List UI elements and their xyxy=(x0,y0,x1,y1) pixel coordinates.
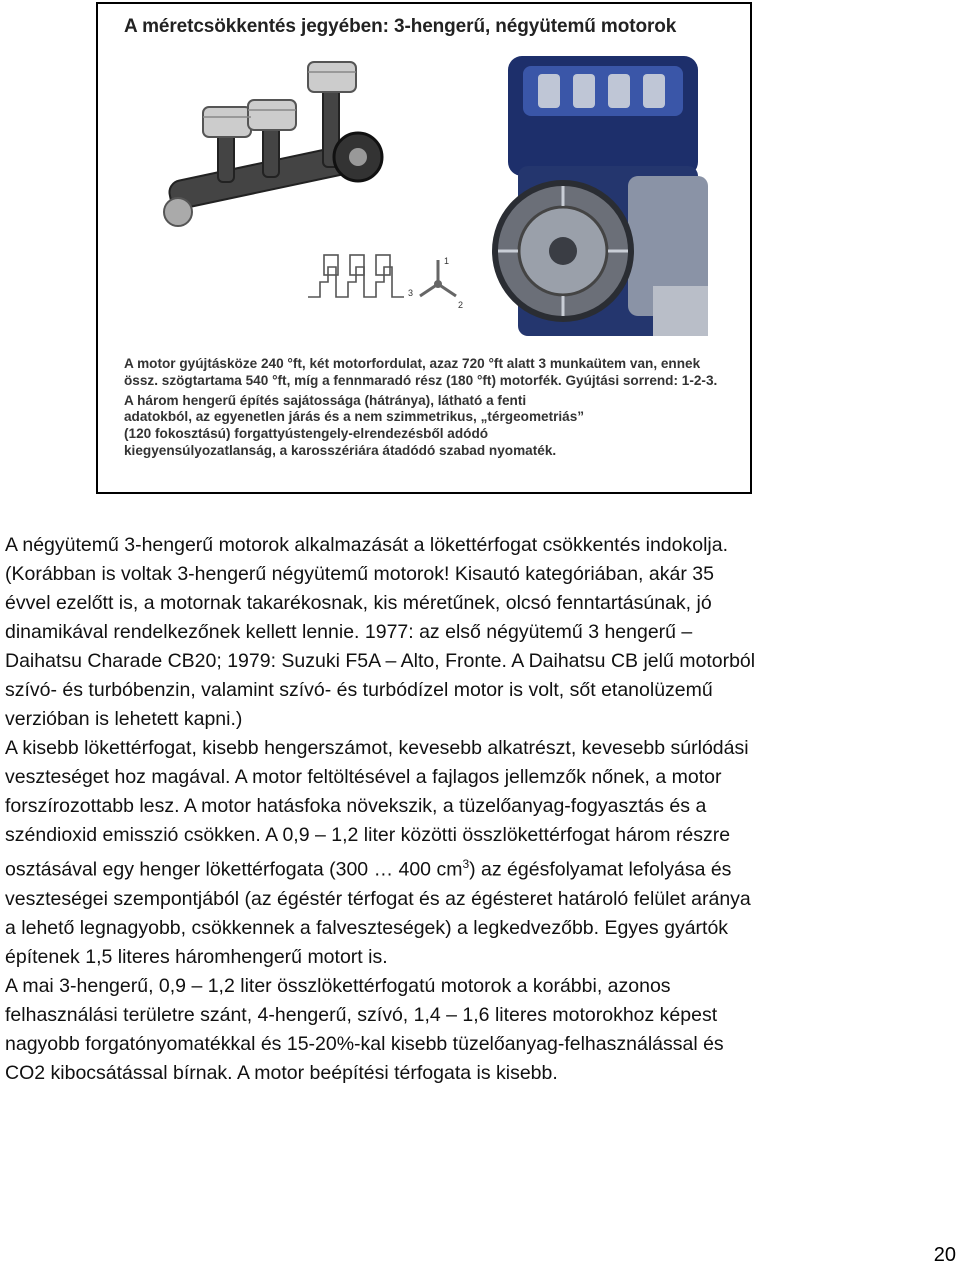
paragraph-1: A négyütemű 3-hengerű motorok alkalmazását a lökettérfogat csökkentés indokolja. (Korábban is voltak 3-hengerű négyütemű motorok! Kisautó kategóriában, akár 35 évvel ezelőtt is, a motornak takarékosnak, kis méretűnek, olcsó fenntartásúnak, jó dinamikával rendelkezőnek kellett lennie. 1977: az első négyütemű 3 hengerű – Daihatsu Charade CB20; 1979: Suzuki F5A – Alto, Fronte. A Daihatsu CB jelű motorból szívó- és turbóbenzin, valamint szívó- és turbódízel motor is volt, sőt etanolüzemű verzióban is lehetett kapni.) xyxy=(5,534,756,730)
crank-label-1: 1 xyxy=(444,256,450,266)
crank-label-3: 3 xyxy=(408,288,414,298)
paragraph-3: A mai 3-hengerű, 0,9 – 1,2 liter összlökettérfogatú motorok a korábbi, azonos felhasználási területre szánt, 4-hengerű, szívó, 1,4 – 1,6 literes motorokhoz képest nagyobb forgatónyomatékkal és 15-20%-kal kisebb tüzelőanyag-felhasználással és CO2 kibocsátással bírnak. A motor beépítési térfogata is kisebb. xyxy=(5,974,724,1084)
body-text xyxy=(5,531,955,1088)
figure-slide xyxy=(96,2,752,494)
crankshaft-illustration xyxy=(148,52,388,252)
page-number: 20 xyxy=(933,1244,956,1266)
superscript-3: 3 xyxy=(462,857,470,871)
paragraph-2: A kisebb lökettérfogat, kisebb hengerszámot, kevesebb alkatrészt, kevesebb súrlódási veszteséget hoz magával. A motor feltöltésével a fajlagos jellemzők nőnek, a motor forszírozottabb lesz. A motor hatásfoka növekszik, a tüzelőanyag-fogyasztás és a széndioxid emisszió csökken. A 0,9 – 1,2 liter közötti összlökettérfogat három részre osztásával egy henger lökettérfogata (300 … 400 $cm^3$) az égésfolyamat lefolyása és veszteségei szempontjából (az égéstér térfogat és az égésteret határoló felület aránya a lehető legnagyobb, csökkennek a falveszteségek) a legkedvezőbb. Egyes gyártók építenek 1,5 literes háromhengerű motort is. xyxy=(5,734,955,972)
crank-label-2: 2 xyxy=(458,300,464,310)
figure-caption xyxy=(124,356,734,463)
caption-imbalance: A három hengerű építés sajátossága (hátránya), látható a fenti adatokból, az egyenetlen járás és a nem szimmetrikus, „térgeometriás” (120 fokosztású) forgattyústengely-elrendezésből adódó kiegyensúlyozatlanság, a karosszériára átadódó szabad nyomaték. xyxy=(124,392,585,458)
figure-title: A méretcsökkentés jegyében: 3-hengerű, négyütemű motorok xyxy=(124,16,677,37)
crank-star-diagram xyxy=(404,252,474,314)
crank-schematic xyxy=(306,252,406,314)
caption-firing-order: A motor gyújtásköze 240 °ft, két motorfordulat, azaz 720 °ft alatt 3 munkaütem van, ennek össz. szögtartama 540 °ft, míg a fennmaradó rész (180 °ft) motorfék. Gyújtási sorrend: 1-2-3. xyxy=(124,356,718,388)
engine-cutaway-illustration xyxy=(478,46,728,351)
line-with-superscript: osztásával egy henger lökettérfogata (300 … 400 $cm^3$) az égésfolyamat lefolyása és xyxy=(5,857,732,881)
